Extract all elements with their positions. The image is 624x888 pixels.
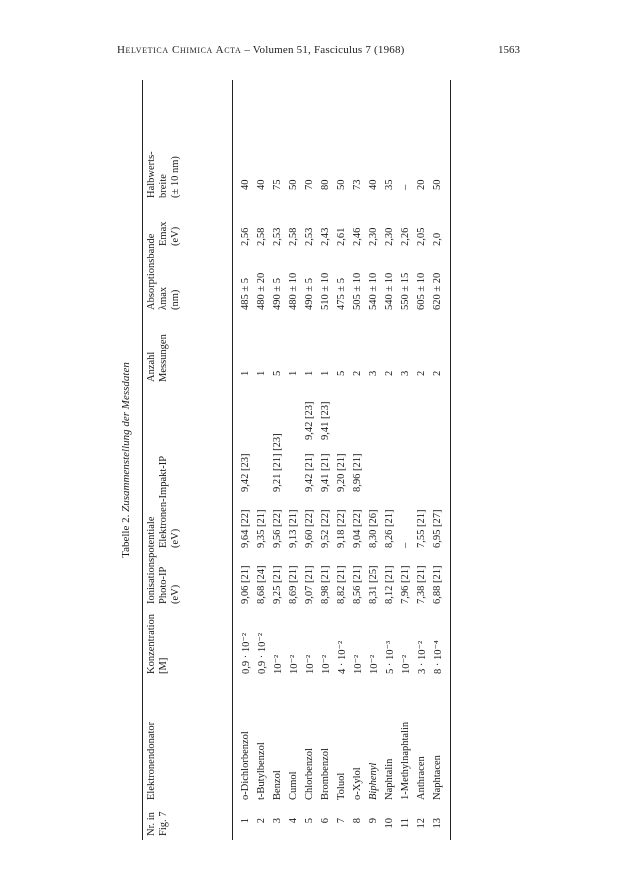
cell-nr: 8 — [352, 818, 363, 824]
cell-et1: 9,64 [22] — [240, 509, 251, 548]
header-konz-line1: Konzentration — [146, 613, 157, 674]
cell-konz: 3 · 10⁻² — [417, 640, 428, 674]
cell-konz: 4 · 10⁻² — [337, 640, 348, 674]
cell-konz: 5 · 10⁻³ — [385, 640, 396, 674]
header-anz-line2: Messungen — [158, 334, 169, 382]
cell-photo: 8,12 [21] — [384, 565, 395, 604]
header-anzahl — [146, 334, 170, 382]
cell-emax: 2,58 — [288, 227, 299, 246]
cell-nr: 9 — [368, 818, 379, 824]
cell-name: Benzol — [272, 770, 283, 800]
volume-info: – Volumen 51, Fasciculus 7 (1968) — [241, 44, 405, 56]
cell-lam: 480 ± 20 — [256, 272, 267, 310]
cell-anz: 2 — [432, 370, 443, 376]
header-anz-line1: Anzahl — [146, 351, 157, 382]
cell-emax: 2,46 — [352, 227, 363, 246]
cell-photo: 8,69 [21] — [288, 565, 299, 604]
cell-anz: 1 — [240, 370, 251, 376]
data-table — [120, 80, 500, 840]
header-emax-line1: Emax — [158, 221, 169, 246]
cell-name: t-Butylbenzol — [256, 742, 267, 800]
table-row — [240, 80, 256, 840]
cell-konz: 0,9 · 10⁻² — [241, 632, 252, 674]
table-row — [320, 80, 336, 840]
cell-nr: 13 — [432, 818, 443, 829]
header-et-line2: (eV) — [170, 528, 181, 548]
cell-name: 1-Methylnaphtalin — [400, 721, 411, 800]
cell-hw: – — [400, 184, 411, 190]
cell-anz: 3 — [400, 370, 411, 376]
cell-emax: 2,61 — [336, 227, 347, 246]
cell-photo: 6,88 [21] — [432, 565, 443, 604]
page-number: 1563 — [498, 44, 520, 56]
header-emax-line2: (eV) — [170, 226, 181, 246]
header-nr — [146, 811, 170, 836]
header-nr-line2: Fig. 7 — [158, 811, 169, 836]
cell-hw: 50 — [288, 179, 299, 190]
cell-photo: 8,56 [21] — [352, 565, 363, 604]
header-photo-line1: Photo-IP — [158, 566, 169, 604]
cell-photo: 9,25 [21] — [272, 565, 283, 604]
header-hw-line1: Halbwerts- — [146, 151, 157, 198]
table-row — [432, 80, 448, 840]
cell-lam: 490 ± 5 — [272, 277, 283, 310]
cell-nr: 10 — [384, 818, 395, 829]
cell-et2: 9,21 [21] [23] — [272, 433, 283, 492]
cell-hw: 20 — [416, 179, 427, 190]
cell-et1: 7,55 [21] — [416, 509, 427, 548]
cell-emax: 2,53 — [304, 227, 315, 246]
cell-et1: 8,30 [26] — [368, 509, 379, 548]
cell-name: Naphtalin — [384, 758, 395, 800]
cell-et1: 9,60 [22] — [304, 509, 315, 548]
cell-anz: 2 — [416, 370, 427, 376]
cell-photo: 8,98 [21] — [320, 565, 331, 604]
cell-anz: 1 — [320, 370, 331, 376]
cell-hw: 40 — [256, 179, 267, 190]
cell-photo: 8,82 [21] — [336, 565, 347, 604]
cell-photo: 9,07 [21] — [304, 565, 315, 604]
header-lambda-line2: (nm) — [170, 289, 181, 310]
bottom-rule — [450, 80, 451, 840]
cell-hw: 40 — [368, 179, 379, 190]
cell-emax: 2,30 — [384, 227, 395, 246]
cell-lam: 605 ± 10 — [416, 272, 427, 310]
caption-prefix: Tabelle 2. — [120, 514, 132, 558]
cell-nr: 1 — [240, 818, 251, 824]
cell-name: o-Xylol — [352, 767, 363, 800]
cell-et2: 9,41 [21] — [320, 453, 331, 492]
cell-nr: 11 — [400, 818, 411, 829]
cell-konz: 0,9 · 10⁻² — [257, 632, 268, 674]
cell-anz: 5 — [272, 370, 283, 376]
cell-et1: 8,26 [21] — [384, 509, 395, 548]
cell-et1: – — [400, 542, 411, 548]
cell-et1: 9,13 [21] — [288, 509, 299, 548]
cell-anz: 1 — [256, 370, 267, 376]
cell-nr: 6 — [320, 818, 331, 824]
cell-et3: 9,42 [23] — [304, 401, 315, 440]
cell-hw: 40 — [240, 179, 251, 190]
cell-name: Toluol — [336, 772, 347, 800]
cell-photo: 8,31 [25] — [368, 565, 379, 604]
header-et — [158, 456, 182, 548]
caption-title: Zusammenstellung der Messdaten — [120, 362, 132, 512]
cell-et1: 9,52 [22] — [320, 509, 331, 548]
table-row — [352, 80, 368, 840]
cell-anz: 1 — [288, 370, 299, 376]
table-row — [384, 80, 400, 840]
cell-konz: 10⁻² — [273, 654, 284, 674]
header-ip-group-label: Ionisationspotentiale — [146, 516, 157, 604]
journal-title — [117, 44, 405, 56]
cell-anz: 3 — [368, 370, 379, 376]
header-hw-line2: breite — [158, 174, 169, 198]
cell-hw: 70 — [304, 179, 315, 190]
cell-et2: 8,96 [21] — [352, 453, 363, 492]
rotated-table-wrapper — [120, 80, 500, 840]
table-row — [368, 80, 384, 840]
header-et-line1: Elektronen-Impakt-IP — [158, 455, 169, 548]
cell-lam: 540 ± 10 — [384, 272, 395, 310]
header-emax — [158, 222, 182, 247]
cell-et1: 9,56 [22] — [272, 509, 283, 548]
cell-konz: 10⁻² — [369, 654, 380, 674]
cell-nr: 4 — [288, 818, 299, 824]
header-nr-line1: Nr. in — [146, 812, 157, 836]
cell-lam: 475 ± 5 — [336, 277, 347, 310]
cell-name: Biphenyl — [368, 762, 379, 800]
cell-lam: 620 ± 20 — [432, 272, 443, 310]
table-row — [256, 80, 272, 840]
cell-name: Cumol — [288, 771, 299, 800]
cell-et2: 9,42 [23] — [240, 453, 251, 492]
cell-hw: 73 — [352, 179, 363, 190]
header-lambda-line1: λmax — [158, 286, 169, 310]
cell-hw: 35 — [384, 179, 395, 190]
cell-lam: 550 ± 15 — [400, 272, 411, 310]
top-rule — [142, 80, 143, 840]
cell-emax: 2,26 — [400, 227, 411, 246]
cell-et2: 9,20 [21] — [336, 453, 347, 492]
cell-name: o-Dichlorbenzol — [240, 731, 251, 800]
cell-konz: 10⁻² — [321, 654, 332, 674]
cell-anz: 2 — [352, 370, 363, 376]
cell-photo: 8,68 [24] — [256, 565, 267, 604]
cell-hw: 50 — [432, 179, 443, 190]
cell-lam: 485 ± 5 — [240, 277, 251, 310]
header-konz-line2: [M] — [158, 657, 169, 674]
cell-lam: 490 ± 5 — [304, 277, 315, 310]
table-row — [288, 80, 304, 840]
cell-name: Brombenzol — [320, 748, 331, 800]
cell-nr: 3 — [272, 818, 283, 824]
cell-et1: 9,04 [22] — [352, 509, 363, 548]
table-row — [336, 80, 352, 840]
cell-photo: 9,06 [21] — [240, 565, 251, 604]
cell-et1: 9,35 [21] — [256, 509, 267, 548]
cell-emax: 2,43 — [320, 227, 331, 246]
table-row — [272, 80, 288, 840]
cell-anz: 2 — [384, 370, 395, 376]
cell-anz: 5 — [336, 370, 347, 376]
cell-emax: 2,0 — [432, 232, 443, 246]
cell-name: Naphtacen — [432, 755, 443, 800]
header-abs-group-label: Absorptionsbande — [146, 233, 157, 310]
table-row — [416, 80, 432, 840]
cell-lam: 480 ± 10 — [288, 272, 299, 310]
cell-photo: 7,38 [21] — [416, 565, 427, 604]
table-caption — [120, 80, 134, 840]
cell-nr: 12 — [416, 818, 427, 829]
cell-hw: 80 — [320, 179, 331, 190]
cell-konz: 10⁻² — [401, 654, 412, 674]
cell-hw: 50 — [336, 179, 347, 190]
header-photo-line2: (eV) — [170, 584, 181, 604]
table-row — [304, 80, 320, 840]
cell-emax: 2,53 — [272, 227, 283, 246]
cell-emax: 2,30 — [368, 227, 379, 246]
cell-name: Anthracen — [416, 756, 427, 800]
cell-lam: 510 ± 10 — [320, 272, 331, 310]
cell-emax: 2,56 — [240, 227, 251, 246]
cell-konz: 8 · 10⁻⁴ — [433, 640, 444, 674]
cell-konz: 10⁻² — [353, 654, 364, 674]
cell-et3: 9,41 [23] — [320, 401, 331, 440]
cell-et1: 6,95 [27] — [432, 509, 443, 548]
cell-hw: 75 — [272, 179, 283, 190]
running-head — [0, 44, 624, 60]
cell-nr: 2 — [256, 818, 267, 824]
cell-name: Chlorbenzol — [304, 748, 315, 800]
header-hw-line3: (± 10 nm) — [170, 156, 181, 198]
cell-nr: 7 — [336, 818, 347, 824]
header-name-line1: Elektronendonator — [146, 721, 157, 800]
journal-name: Helvetica Chimica Acta — [117, 44, 242, 56]
cell-emax: 2,58 — [256, 227, 267, 246]
header-konzentration — [146, 614, 170, 674]
header-rule — [232, 80, 233, 840]
cell-lam: 540 ± 10 — [368, 272, 379, 310]
cell-konz: 10⁻² — [289, 654, 300, 674]
cell-lam: 505 ± 10 — [352, 272, 363, 310]
cell-emax: 2,05 — [416, 227, 427, 246]
cell-nr: 5 — [304, 818, 315, 824]
cell-anz: 1 — [304, 370, 315, 376]
cell-photo: 7,96 [21] — [400, 565, 411, 604]
header-name — [146, 722, 158, 800]
header-halbwertsbreite — [146, 151, 182, 198]
cell-et2: 9,42 [21] — [304, 453, 315, 492]
cell-et1: 9,18 [22] — [336, 509, 347, 548]
cell-konz: 10⁻² — [305, 654, 316, 674]
table-row — [400, 80, 416, 840]
